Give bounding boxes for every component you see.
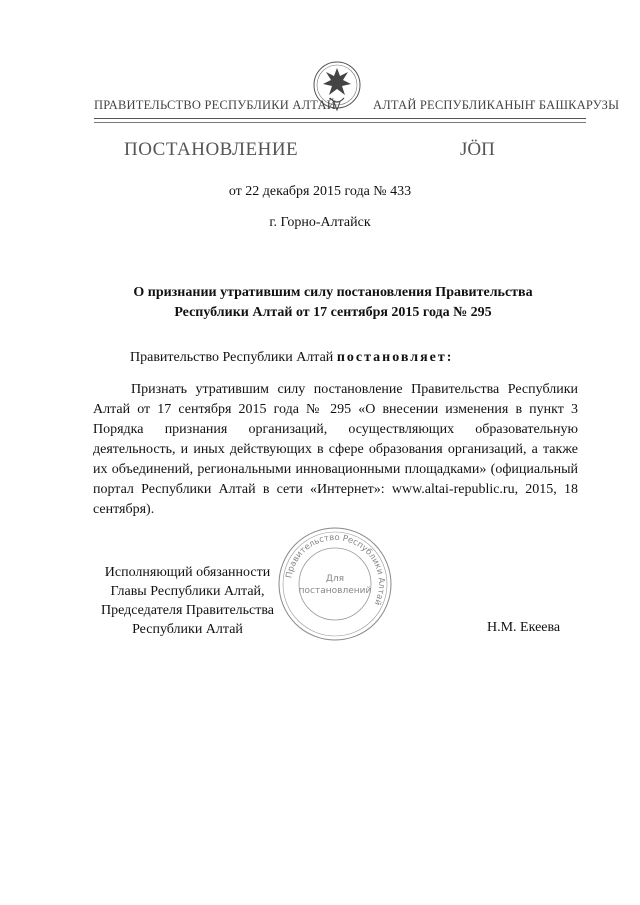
signatory-name: Н.М. Екеева bbox=[487, 620, 561, 635]
document-city: г. Горно-Алтайск bbox=[269, 215, 371, 230]
signature-line-2: Главы Республики Алтай, bbox=[110, 584, 265, 599]
title-line-2: Республики Алтай от 17 сентября 2015 года № 295 bbox=[174, 305, 492, 320]
official-stamp bbox=[276, 525, 394, 643]
doc-type-ru: ПОСТАНОВЛЕНИЕ bbox=[124, 139, 299, 160]
document-date-number: от 22 декабря 2015 года № 433 bbox=[228, 184, 412, 199]
stamp-ring-text: Правительство Республики Алтай bbox=[284, 532, 387, 607]
doc-type-alt: ЈÖП bbox=[460, 139, 495, 160]
stamp-center-line-1: Для bbox=[325, 574, 345, 584]
body-paragraph: Признать утратившим силу постановление Правительства Республики Алтай от 17 сентября 2015 года № 295 «О внесении изменения в пункт 3 Порядка признания организаций, осуществляющих образовательную деятельность, и иных действующих в сфере образования организаций, а также их объединений, региональными инновационными площадками» (официальный портал Республики Алтай в сети «Интернет»: www.altai-republic.ru, 2015, 18 сентября). bbox=[93, 382, 578, 517]
signature-line-4: Республики Алтай bbox=[132, 622, 243, 637]
signature-line-3: Председателя Правительства bbox=[100, 603, 274, 618]
lead-verb: постановляет: bbox=[336, 350, 454, 365]
stamp-center-line-2: постановлений bbox=[298, 586, 372, 596]
header-left-title: ПРАВИТЕЛЬСТВО РЕСПУБЛИКИ АЛТАЙ bbox=[94, 98, 336, 112]
lead-sentence bbox=[130, 350, 453, 366]
title-line-1: О признании утратившим силу постановления Правительства bbox=[133, 285, 533, 300]
header-rule-top bbox=[94, 118, 586, 119]
header-rule-bottom bbox=[94, 122, 586, 123]
signature-position bbox=[95, 563, 280, 639]
signature-line-1: Исполняющий обязанности bbox=[104, 565, 271, 580]
header-right-title: АЛТАЙ РЕСПУБЛИКАНЫҤ БАШКАРУЗЫ bbox=[373, 98, 620, 112]
document-title bbox=[110, 283, 556, 323]
lead-prefix: Правительство Республики Алтай bbox=[130, 350, 337, 365]
